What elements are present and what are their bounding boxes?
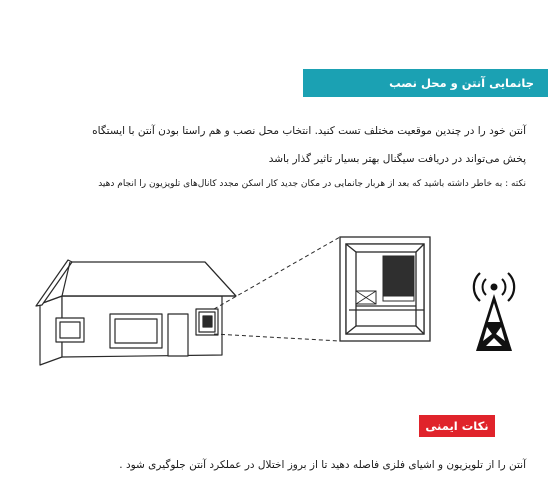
zoom-guide-lines — [214, 237, 340, 341]
house-icon — [36, 260, 236, 365]
broadcast-tower-icon — [474, 273, 514, 351]
safety-paragraph: آنتن را از تلویزیون و اشیای فلزی فاصله دهید تا از بروز اختلال در عملکرد آنتن جلوگیری شود . — [119, 459, 526, 471]
placement-paragraph-line-2: پخش می‌تواند در دریافت سیگنال بهتر بسیار تاثیر گذار باشد — [268, 153, 526, 165]
placement-note: نکته : به خاطر داشته باشید که بعد از هربار جانمایی در مکان جدید کار اسکن مجدد کانال‌های تلویزیون را انجام دهید — [98, 179, 526, 189]
placement-paragraph-line-1: آنتن خود را در چندین موقعیت مختلف تست کنید. انتخاب محل نصب و هم راستا بودن آنتن با ایستگاه — [92, 125, 526, 137]
safety-section-title: نکات ایمنی — [419, 415, 495, 437]
placement-section-title: جانمایی آنتن و محل نصب — [303, 69, 548, 97]
